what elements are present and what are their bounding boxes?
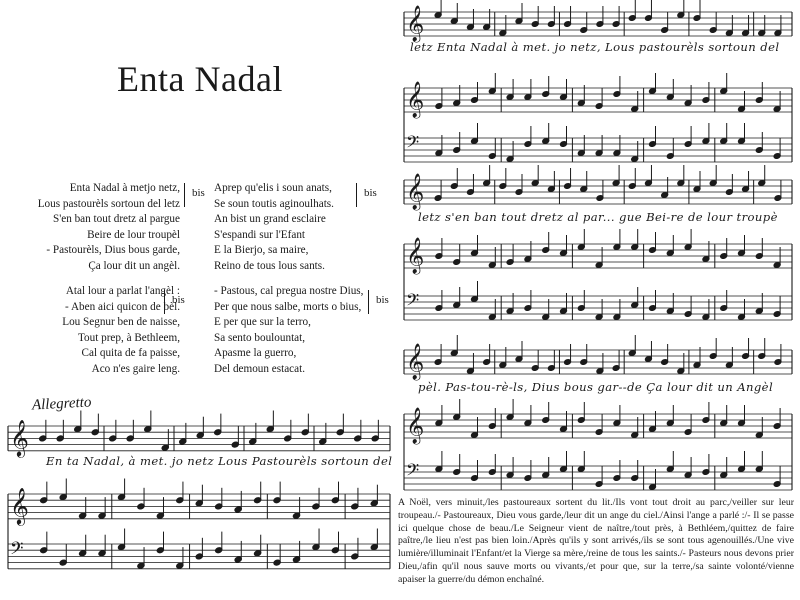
- lyric-line: letz s'en ban tout dretz al par... gue Bei-re de lour troupè: [418, 210, 778, 224]
- verse-line: An bist un grand esclaire: [214, 213, 326, 226]
- verse-line: S'espandi sur l'Efant: [214, 228, 306, 241]
- verse-line: Atal lour a parlat l'angèl :: [65, 285, 180, 297]
- verse-line: E la Bierjo, sa maire,: [214, 244, 309, 257]
- lyric-line: letz Enta Nadal à met. jo netz, Lous pastourèls sortoun del: [410, 40, 780, 54]
- verse-line: Sa sento boulountat,: [214, 331, 306, 344]
- verse-line: Aprep qu'elis i soun anats,: [214, 182, 332, 194]
- bass-clef-icon: 𝄢: [406, 460, 420, 485]
- bis-label: bis: [172, 294, 185, 306]
- verse-line: Reino de tous lous sants.: [214, 259, 325, 272]
- verse-line: Lou Segnur ben de naisse,: [62, 316, 180, 329]
- bass-clef-icon: 𝄢: [10, 537, 24, 563]
- bis-label: bis: [364, 187, 377, 199]
- bass-clef-icon: 𝄢: [406, 132, 420, 157]
- treble-clef-icon: 𝄞: [406, 407, 425, 444]
- treble-clef-icon: 𝄞: [406, 173, 425, 210]
- treble-clef-icon: 𝄞: [406, 237, 425, 274]
- verse-line: Se soun toutis aginoulhats.: [214, 197, 334, 210]
- page-title: Enta Nadal: [117, 59, 283, 99]
- verse-line: Del demoun estacat.: [214, 362, 306, 375]
- bass-clef-icon: 𝄢: [406, 290, 420, 315]
- bis-label: bis: [376, 294, 389, 306]
- verse-line: Cal quita de fa paisse,: [81, 347, 180, 360]
- verse-line: Lous pastourèls sortoun del letz: [37, 197, 180, 210]
- treble-clef-icon: 𝄞: [406, 81, 425, 118]
- verse-line: Aco n'es gaire leng.: [91, 362, 180, 375]
- tempo-marking: Allegretto: [31, 394, 92, 414]
- treble-clef-icon: 𝄞: [406, 5, 425, 42]
- lyric-line: pèl. Pas-tou-rè-ls, Dius bous gar--de Ça lour dit un Angèl: [418, 380, 774, 394]
- verse-line: S'en ban tout dretz al pargue: [52, 213, 180, 226]
- lyric-line: En ta Nadal, à met. jo netz Lous Pastourèls sortoun del: [46, 454, 393, 468]
- verse-line: - Pastous, cal pregua nostre Dius,: [214, 285, 364, 297]
- verse-line: Enta Nadal à metjo netz,: [69, 182, 180, 194]
- verse-line: Apasme la guerro,: [214, 347, 297, 360]
- bis-label: bis: [192, 187, 205, 199]
- verse-line: E per que sur la terro,: [214, 316, 311, 329]
- verse-line: Ça lour dit un angèl.: [88, 259, 180, 272]
- treble-clef-icon: 𝄞: [10, 418, 30, 457]
- treble-clef-icon: 𝄞: [406, 343, 425, 380]
- translation-paragraph: A Noël, vers minuit,/les pastoureaux sortent du lit./Ils vont tout droit au parc,/veiller sur leur troupeau./- Pastoureaux, Dieu vous garde,/leur dit un ange du ciel./Ainsi l'ange a parlé :/- Il se passe ici quelque chose de beau./Le Seigneur vient de naître,/tout près, à Bethléem,/quittez de faire paître,/le lieu n'est pas bien loin./Après qu'ils y sont arrivés,/ils se sont tous agenouillés./Une vive lumière/illuminait l'Enfant/et la Vierge sa mère,/reine de tous les saints./- Pasteurs nous devons prier Dieu,/afin qu'il nous sauve morts ou vivants,/et pour que, sur la terre,/sa sainte volonté/vienne apaiser la guerre/du démon enchaîné.: [398, 497, 794, 585]
- verse-line: - Pastourèls, Dius bous garde,: [46, 244, 180, 257]
- verse-line: Beire de lour troupèl: [87, 228, 180, 241]
- verse-line: Per que nous salbe, morts o bius,: [214, 300, 362, 313]
- verse-line: - Aben aici quicon de bèl.: [65, 300, 180, 313]
- treble-clef-icon: 𝄞: [10, 486, 30, 525]
- verse-line: Tout prep, à Bethleem,: [77, 331, 180, 344]
